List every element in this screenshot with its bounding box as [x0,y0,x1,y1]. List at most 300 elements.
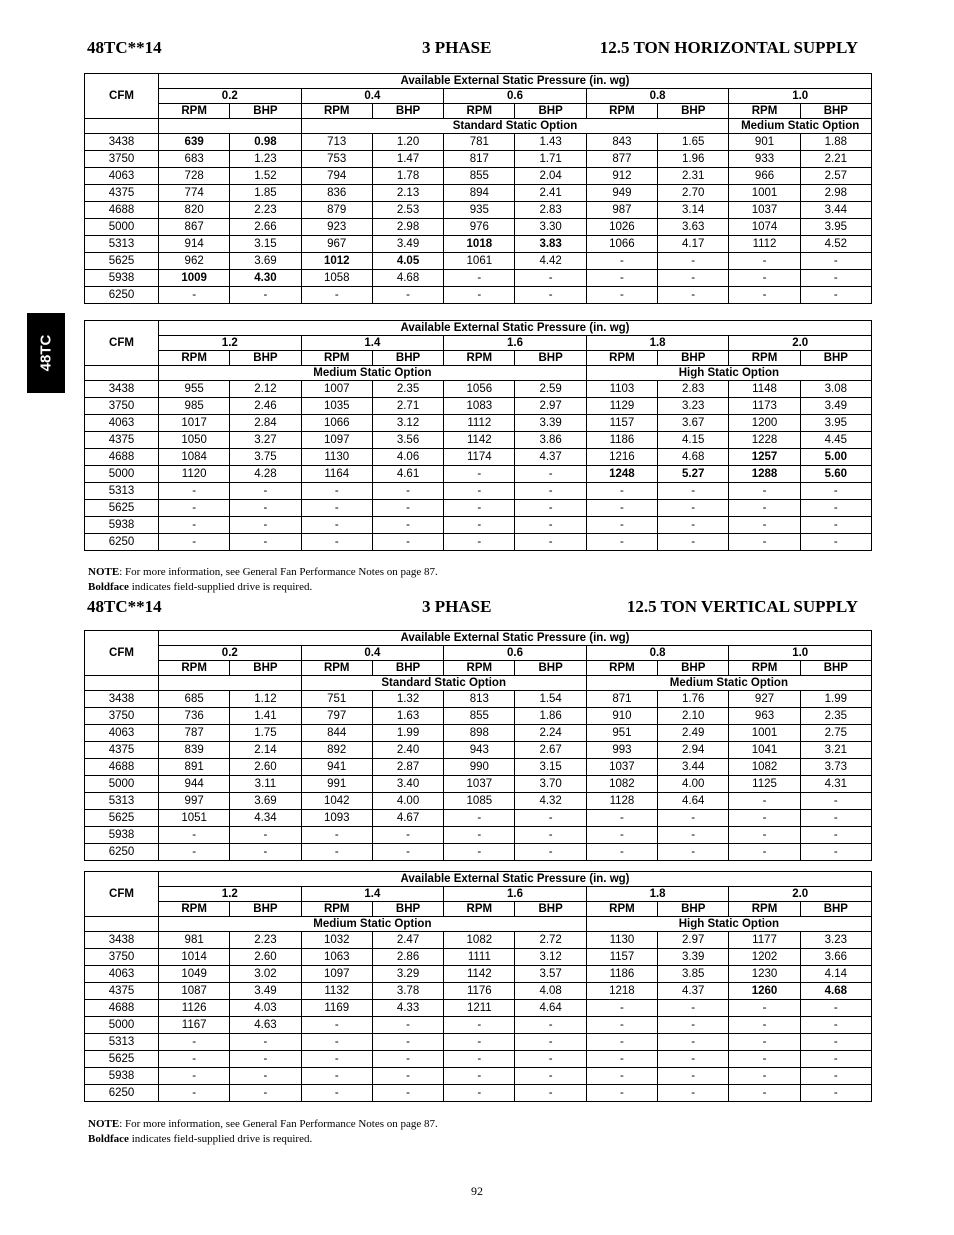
rpm-cell: - [301,287,372,304]
bhp-cell: 3.69 [230,793,301,810]
rpm-cell: - [729,810,800,827]
rpm-cell: 1125 [729,776,800,793]
rpm-cell: 912 [586,168,657,185]
pressure-header: 2.0 [729,336,872,351]
header-row [85,902,872,917]
bhp-cell: - [515,466,586,483]
rpm-cell: 914 [159,236,230,253]
rpm-cell: 1097 [301,966,372,983]
table-row [85,466,872,483]
bhp-cell: 2.60 [230,759,301,776]
bhp-cell: 3.86 [515,432,586,449]
rpm-cell: - [159,1051,230,1068]
bhp-cell: 3.56 [372,432,443,449]
rpm-cell: - [586,827,657,844]
cfm-cell: 4688 [85,449,159,466]
cfm-cell: 5313 [85,483,159,500]
bhp-cell: 4.28 [230,466,301,483]
table-row [85,742,872,759]
rpm-cell: - [444,287,515,304]
rpm-cell: 1087 [159,983,230,1000]
rpm-cell: 1103 [586,381,657,398]
bhp-cell: 3.66 [800,949,871,966]
bhp-cell: 2.23 [230,202,301,219]
pressure-header: 0.2 [159,89,302,104]
bhp-cell: 4.37 [658,983,729,1000]
rpm-header: RPM [301,351,372,366]
table-row [85,236,872,253]
table-row [85,219,872,236]
bhp-cell: - [658,534,729,551]
bhp-cell: 3.95 [800,415,871,432]
rpm-cell: 1126 [159,1000,230,1017]
model-label: 48TC**14 [87,38,162,57]
bhp-cell: - [800,270,871,287]
rpm-cell: - [444,534,515,551]
rpm-cell: 933 [729,151,800,168]
boldface-label: Boldface [88,581,129,593]
rpm-cell: 1074 [729,219,800,236]
rpm-cell: - [586,517,657,534]
rpm-header: RPM [159,661,230,676]
bhp-cell: 3.63 [658,219,729,236]
option-blank [85,119,159,134]
rpm-cell: - [729,483,800,500]
bhp-cell: - [372,1017,443,1034]
bhp-header: BHP [800,902,871,917]
rpm-cell: 855 [444,708,515,725]
bhp-cell: 2.70 [658,185,729,202]
static-option-label: Standard Static Option [301,119,729,134]
pressure-header: 1.2 [159,887,302,902]
rpm-cell: 736 [159,708,230,725]
side-tab-label: 48TC [37,334,55,372]
cfm-cell: 6250 [85,534,159,551]
bhp-cell: - [515,1085,586,1102]
rpm-header: RPM [444,661,515,676]
option-blank [85,366,159,381]
bhp-cell: 4.14 [800,966,871,983]
rpm-cell: 855 [444,168,515,185]
rpm-cell: - [729,287,800,304]
rpm-cell: - [586,287,657,304]
bhp-header: BHP [230,661,301,676]
bhp-cell: - [800,253,871,270]
bhp-header: BHP [658,351,729,366]
bhp-header: BHP [800,104,871,119]
bhp-cell: 2.04 [515,168,586,185]
rpm-cell: 927 [729,691,800,708]
bhp-cell: - [800,844,871,861]
rpm-cell: - [729,1085,800,1102]
bhp-header: BHP [515,902,586,917]
rpm-cell: - [444,810,515,827]
boldface-label: Boldface [88,1133,129,1145]
bhp-cell: - [658,483,729,500]
bhp-cell: - [658,827,729,844]
rpm-header: RPM [729,902,800,917]
bhp-cell: 4.06 [372,449,443,466]
rpm-cell: - [729,253,800,270]
bhp-cell: - [230,844,301,861]
bhp-cell: - [800,1034,871,1051]
rpm-cell: 867 [159,219,230,236]
rpm-cell: 935 [444,202,515,219]
rpm-cell: 966 [729,168,800,185]
bhp-cell: 1.86 [515,708,586,725]
cfm-cell: 6250 [85,1085,159,1102]
bhp-cell: 1.99 [372,725,443,742]
rpm-cell: 963 [729,708,800,725]
bhp-header: BHP [515,104,586,119]
table-row [85,185,872,202]
rpm-cell: 1173 [729,398,800,415]
rpm-header: RPM [444,351,515,366]
bhp-cell: - [658,270,729,287]
rpm-cell: - [729,1034,800,1051]
supply-label: 12.5 TON VERTICAL SUPPLY [626,597,858,616]
pressure-header: 0.8 [586,646,729,661]
rpm-cell: 844 [301,725,372,742]
rpm-cell: - [586,1051,657,1068]
table-row [85,983,872,1000]
header-row [85,336,872,351]
bhp-cell: 3.49 [800,398,871,415]
bhp-cell: - [372,534,443,551]
cfm-header: CFM [85,74,159,119]
rpm-cell: 1061 [444,253,515,270]
rpm-cell: - [301,1085,372,1102]
bhp-cell: 2.24 [515,725,586,742]
rpm-header: RPM [159,902,230,917]
page-number: 92 [471,1184,483,1198]
boldface-text: indicates field-supplied drive is required. [128,1133,313,1145]
bhp-cell: 4.45 [800,432,871,449]
bhp-cell: - [800,827,871,844]
rpm-cell: - [159,500,230,517]
bhp-cell: 3.44 [800,202,871,219]
rpm-cell: 1129 [586,398,657,415]
bhp-cell: 4.15 [658,432,729,449]
rpm-cell: - [159,844,230,861]
bhp-cell: 4.05 [372,253,443,270]
bhp-cell: 2.75 [800,725,871,742]
bhp-cell: 3.67 [658,415,729,432]
table-row [85,1017,872,1034]
rpm-cell: - [301,1017,372,1034]
rpm-cell: 1186 [586,432,657,449]
bhp-cell: 3.27 [230,432,301,449]
table-row [85,534,872,551]
header-row [85,661,872,676]
bhp-cell: 4.68 [800,983,871,1000]
pressure-header: 0.6 [444,89,587,104]
bhp-cell: - [230,483,301,500]
rpm-cell: - [586,253,657,270]
rpm-cell: - [586,1017,657,1034]
bhp-cell: - [372,827,443,844]
rpm-cell: 1051 [159,810,230,827]
bhp-cell: 1.75 [230,725,301,742]
bhp-cell: 5.60 [800,466,871,483]
rpm-cell: - [444,844,515,861]
rpm-cell: 1174 [444,449,515,466]
rpm-cell: 1202 [729,949,800,966]
rpm-cell: - [586,844,657,861]
pressure-title: Available External Static Pressure (in. wg) [159,872,872,887]
rpm-cell: 1111 [444,949,515,966]
rpm-cell: - [159,483,230,500]
rpm-cell: 1186 [586,966,657,983]
rpm-cell: - [586,483,657,500]
bhp-cell: - [800,500,871,517]
rpm-cell: - [301,1034,372,1051]
bhp-cell: 2.12 [230,381,301,398]
rpm-cell: - [444,517,515,534]
bhp-cell: - [800,483,871,500]
bhp-header: BHP [658,902,729,917]
cfm-cell: 4063 [85,966,159,983]
bhp-cell: - [800,1051,871,1068]
rpm-cell: 1177 [729,932,800,949]
pressure-title: Available External Static Pressure (in. wg) [159,321,872,336]
table-row [85,398,872,415]
rpm-cell: 753 [301,151,372,168]
bhp-cell: 3.57 [515,966,586,983]
cfm-cell: 3438 [85,134,159,151]
bhp-cell: 3.21 [800,742,871,759]
bhp-cell: - [800,810,871,827]
bhp-cell: 4.52 [800,236,871,253]
rpm-cell: - [444,1085,515,1102]
bhp-cell: - [800,1068,871,1085]
rpm-cell: - [586,270,657,287]
bhp-header: BHP [658,661,729,676]
section-heading-horizontal [87,38,862,58]
bhp-cell: 3.85 [658,966,729,983]
notes-block [88,1117,438,1147]
rpm-cell: - [586,1085,657,1102]
rpm-cell: 1066 [301,415,372,432]
bhp-cell: - [230,287,301,304]
static-option-label [159,676,302,691]
bhp-cell: 1.71 [515,151,586,168]
pressure-header: 0.8 [586,89,729,104]
bhp-header: BHP [372,661,443,676]
bhp-cell: 3.12 [515,949,586,966]
option-blank [85,676,159,691]
table-row [85,827,872,844]
rpm-cell: 1001 [729,185,800,202]
table-row [85,759,872,776]
bhp-cell: 3.39 [515,415,586,432]
rpm-cell: 1130 [586,932,657,949]
bhp-cell: 4.00 [372,793,443,810]
rpm-cell: - [444,466,515,483]
option-row [85,917,872,932]
rpm-cell: 685 [159,691,230,708]
table-row [85,708,872,725]
rpm-cell: 1112 [729,236,800,253]
rpm-cell: 774 [159,185,230,202]
rpm-cell: 836 [301,185,372,202]
bhp-cell: 3.49 [230,983,301,1000]
bhp-cell: 1.20 [372,134,443,151]
table-row [85,1000,872,1017]
bhp-cell: 3.15 [230,236,301,253]
rpm-cell: 997 [159,793,230,810]
bhp-cell: 1.47 [372,151,443,168]
table-row [85,202,872,219]
bhp-cell: 2.83 [515,202,586,219]
cfm-cell: 5313 [85,793,159,810]
bhp-cell: 2.10 [658,708,729,725]
bhp-cell: 4.67 [372,810,443,827]
rpm-cell: 894 [444,185,515,202]
rpm-cell: 1097 [301,432,372,449]
rpm-cell: - [301,1068,372,1085]
bhp-cell: 3.02 [230,966,301,983]
bhp-cell: 1.76 [658,691,729,708]
rpm-cell: 820 [159,202,230,219]
rpm-cell: 839 [159,742,230,759]
fan-table [84,73,872,304]
rpm-cell: 1142 [444,966,515,983]
rpm-cell: 1083 [444,398,515,415]
bhp-cell: - [230,517,301,534]
rpm-cell: 639 [159,134,230,151]
table-row [85,270,872,287]
rpm-cell: - [301,844,372,861]
rpm-cell: 1058 [301,270,372,287]
table-row [85,1085,872,1102]
bhp-cell: - [230,534,301,551]
rpm-header: RPM [729,351,800,366]
bhp-cell: 1.63 [372,708,443,725]
bhp-cell: 1.52 [230,168,301,185]
bhp-cell: - [515,517,586,534]
rpm-cell: 1049 [159,966,230,983]
rpm-cell: - [729,500,800,517]
table-row [85,287,872,304]
bhp-cell: - [515,1051,586,1068]
bhp-header: BHP [515,351,586,366]
rpm-cell: - [301,827,372,844]
rpm-cell: 1211 [444,1000,515,1017]
phase-label: 3 PHASE [422,38,492,57]
rpm-cell: 683 [159,151,230,168]
static-option-label: Medium Static Option [729,119,872,134]
rpm-cell: 955 [159,381,230,398]
option-row [85,676,872,691]
bhp-cell: 1.85 [230,185,301,202]
pressure-header: 1.2 [159,336,302,351]
rpm-cell: - [586,1000,657,1017]
rpm-cell: 1260 [729,983,800,1000]
table-row [85,415,872,432]
static-option-label: Medium Static Option [159,917,587,932]
bhp-cell: 1.41 [230,708,301,725]
bhp-cell: 2.83 [658,381,729,398]
bhp-cell: 3.40 [372,776,443,793]
rpm-cell: 910 [586,708,657,725]
bhp-cell: 2.86 [372,949,443,966]
option-blank [85,917,159,932]
rpm-cell: 843 [586,134,657,151]
cfm-cell: 4063 [85,725,159,742]
header-row [85,631,872,646]
rpm-cell: - [159,827,230,844]
bhp-header: BHP [800,661,871,676]
rpm-cell: 981 [159,932,230,949]
rpm-cell: 1230 [729,966,800,983]
rpm-cell: 944 [159,776,230,793]
rpm-cell: - [729,270,800,287]
rpm-cell: 1056 [444,381,515,398]
pressure-header: 1.8 [586,887,729,902]
rpm-cell: 879 [301,202,372,219]
bhp-cell: 2.84 [230,415,301,432]
static-option-label: Medium Static Option [159,366,587,381]
rpm-cell: 949 [586,185,657,202]
rpm-cell: 987 [586,202,657,219]
pressure-header: 1.4 [301,336,444,351]
rpm-cell: 797 [301,708,372,725]
bhp-cell: - [372,1034,443,1051]
cfm-cell: 3750 [85,949,159,966]
bhp-cell: 1.12 [230,691,301,708]
bhp-cell: 5.27 [658,466,729,483]
header-row [85,646,872,661]
rpm-cell: 1050 [159,432,230,449]
cfm-cell: 4063 [85,168,159,185]
bhp-cell: 3.15 [515,759,586,776]
rpm-cell: 1176 [444,983,515,1000]
bhp-cell: 3.30 [515,219,586,236]
rpm-cell: 813 [444,691,515,708]
bhp-header: BHP [230,351,301,366]
bhp-cell: - [658,1017,729,1034]
note-label: NOTE [88,566,120,578]
cfm-header: CFM [85,872,159,917]
rpm-cell: 1164 [301,466,372,483]
bhp-cell: - [658,1051,729,1068]
table-row [85,253,872,270]
bhp-cell: - [800,534,871,551]
rpm-cell: 1093 [301,810,372,827]
rpm-header: RPM [586,902,657,917]
bhp-cell: - [515,1034,586,1051]
bhp-cell: 4.64 [658,793,729,810]
table-row [85,483,872,500]
rpm-cell: - [729,827,800,844]
table-row [85,500,872,517]
boldface-line [88,580,438,595]
bhp-cell: - [372,500,443,517]
bhp-cell: 4.42 [515,253,586,270]
rpm-cell: 990 [444,759,515,776]
bhp-cell: 1.23 [230,151,301,168]
bhp-cell: 4.34 [230,810,301,827]
bhp-cell: - [230,1068,301,1085]
bhp-cell: 4.00 [658,776,729,793]
rpm-cell: - [301,517,372,534]
bhp-cell: - [372,287,443,304]
table-row [85,134,872,151]
cfm-cell: 3438 [85,381,159,398]
rpm-cell: - [729,517,800,534]
bhp-cell: - [515,534,586,551]
